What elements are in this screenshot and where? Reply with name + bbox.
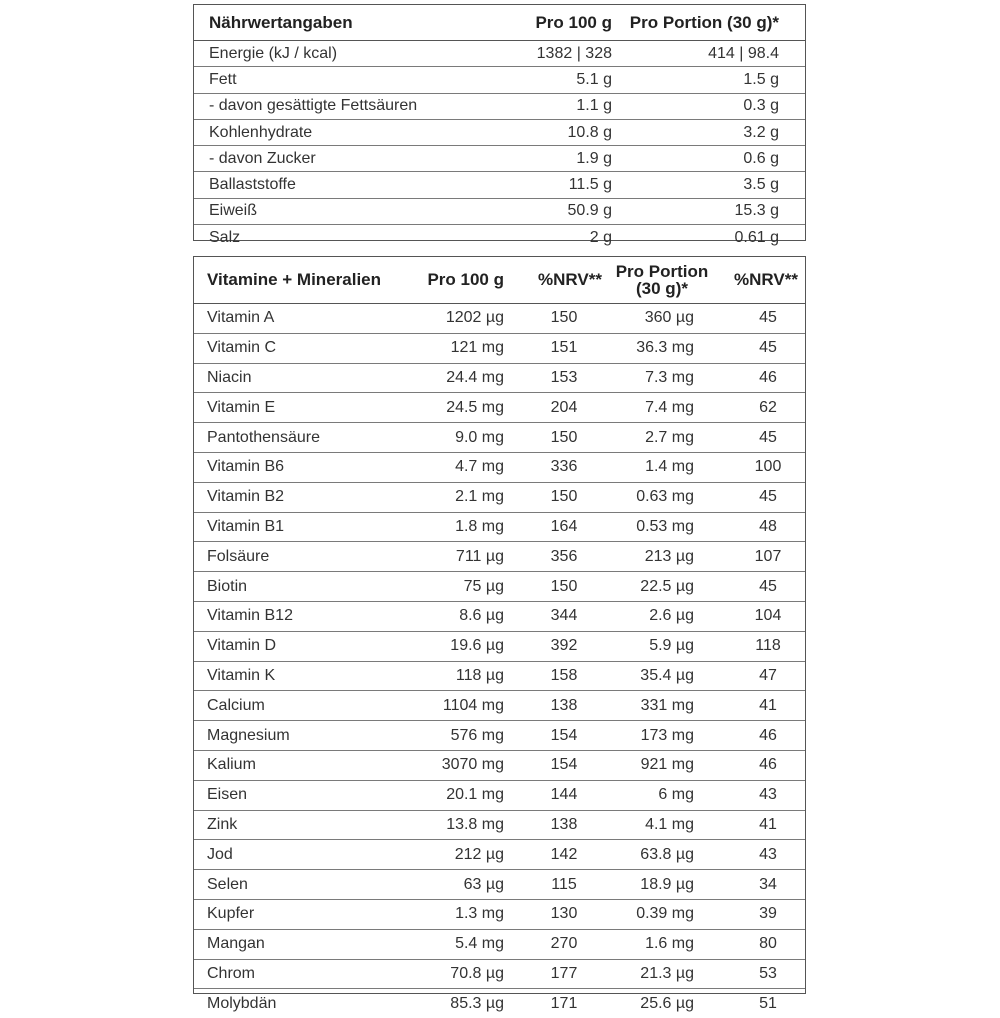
table-row: [194, 960, 805, 990]
vitamin-name: Folsäure: [207, 547, 270, 565]
value-per-100g: 121 mg: [450, 339, 504, 357]
nutrient-name: Ballaststoffe: [209, 176, 296, 194]
nrv-per-portion: 48: [759, 517, 777, 535]
nrv-per-100g: 204: [550, 398, 578, 416]
nrv-per-100g: 150: [550, 577, 578, 595]
table-row: [194, 393, 805, 423]
value-per-100g: 118 µg: [455, 666, 504, 684]
vitamin-name: Vitamin B6: [207, 458, 285, 476]
value-per-portion: 7.4 mg: [645, 398, 694, 416]
vitamin-name: Pantothensäure: [207, 428, 320, 446]
value-per-100g: 1.3 mg: [455, 905, 504, 923]
table-row: [194, 67, 805, 93]
nrv-per-portion: 47: [759, 666, 777, 684]
header-pro-portion: Pro Portion (30 g)*: [629, 12, 779, 32]
table-row: [194, 513, 805, 543]
table-row: [194, 542, 805, 572]
table-row: [194, 225, 805, 250]
vitamin-name: Kupfer: [207, 905, 255, 923]
value-per-portion: 7.3 mg: [645, 368, 694, 386]
nutrient-name: Fett: [209, 70, 237, 88]
nrv-per-100g: 336: [550, 458, 578, 476]
table-row: [194, 334, 805, 364]
value-per-100g: 20.1 mg: [446, 786, 504, 804]
value-per-portion: 25.6 µg: [640, 994, 694, 1012]
nrv-per-100g: 144: [550, 786, 578, 804]
table-row: [194, 900, 805, 930]
table-row: [194, 691, 805, 721]
nutrient-name: Kohlenhydrate: [209, 123, 313, 141]
naehrwert-header-row: [194, 5, 805, 41]
vitamin-name: Vitamin D: [207, 637, 277, 655]
value-per-portion: 0.39 mg: [636, 905, 694, 923]
vitamin-name: Molybdän: [207, 994, 277, 1012]
nrv-per-portion: 118: [755, 637, 781, 655]
value-per-portion: 0.6 g: [743, 149, 779, 167]
table-row: [194, 632, 805, 662]
nrv-per-portion: 34: [759, 875, 777, 893]
nrv-per-100g: 150: [550, 309, 578, 327]
value-per-portion: 0.3 g: [743, 97, 779, 115]
vitamin-name: Vitamin B1: [207, 517, 285, 535]
value-per-100g: 2 g: [589, 228, 612, 246]
table-row: [194, 120, 805, 146]
table-row: [194, 453, 805, 483]
nrv-per-100g: 164: [550, 517, 578, 535]
value-per-portion: 36.3 mg: [636, 339, 694, 357]
nrv-per-portion: 41: [759, 696, 777, 714]
header-nrv-portion: %NRV**: [734, 270, 798, 289]
value-per-portion: 22.5 µg: [640, 577, 694, 595]
value-per-100g: 1382 | 328: [536, 44, 612, 62]
value-per-100g: 70.8 µg: [450, 964, 504, 982]
nrv-per-100g: 153: [550, 368, 578, 386]
nrv-per-100g: 151: [550, 339, 578, 357]
nrv-per-100g: 158: [550, 666, 578, 684]
header-pro-portion-line2: (30 g)*: [636, 279, 688, 298]
table-row: [194, 781, 805, 811]
nrv-per-portion: 62: [759, 398, 777, 416]
nutrient-name: - davon gesättigte Fettsäuren: [209, 97, 418, 115]
naehrwert-table: [193, 4, 806, 246]
naehrwert-body: [194, 41, 805, 250]
value-per-portion: 1.6 mg: [645, 935, 694, 953]
vitamin-name: Eisen: [207, 786, 248, 804]
table-row: [194, 41, 805, 67]
value-per-portion: 4.1 mg: [645, 815, 694, 833]
table-row: [194, 146, 805, 172]
value-per-100g: 1.9 g: [576, 149, 612, 167]
value-per-100g: 75 µg: [463, 577, 504, 595]
value-per-100g: 13.8 mg: [446, 815, 504, 833]
nrv-per-portion: 46: [759, 368, 777, 386]
table-row: [194, 423, 805, 453]
nrv-per-portion: 46: [759, 756, 777, 774]
vitamin-name: Jod: [207, 845, 233, 863]
nrv-per-100g: 154: [550, 756, 578, 774]
value-per-100g: 24.5 mg: [446, 398, 504, 416]
value-per-100g: 4.7 mg: [455, 458, 504, 476]
value-per-100g: 3070 mg: [441, 756, 504, 774]
vitamin-name: Vitamin B2: [207, 488, 285, 506]
nrv-per-100g: 344: [550, 607, 578, 625]
nrv-per-portion: 45: [759, 339, 777, 357]
table-row: [194, 840, 805, 870]
value-per-100g: 1104 mg: [442, 696, 504, 714]
vitamin-header-row: [194, 257, 805, 304]
value-per-100g: 5.4 mg: [455, 935, 504, 953]
value-per-portion: 21.3 µg: [640, 964, 694, 982]
table-row: [194, 751, 805, 781]
value-per-portion: 1.5 g: [743, 70, 779, 88]
value-per-portion: 15.3 g: [734, 202, 779, 220]
value-per-portion: 921 mg: [640, 756, 694, 774]
vitamin-name: Biotin: [207, 577, 248, 595]
table-row: [194, 483, 805, 513]
vitamin-name: Magnesium: [207, 726, 290, 744]
nrv-per-portion: 45: [759, 428, 777, 446]
value-per-portion: 2.7 mg: [645, 428, 694, 446]
nrv-per-100g: 150: [550, 428, 578, 446]
value-per-100g: 63 µg: [463, 875, 504, 893]
value-per-100g: 85.3 µg: [450, 994, 504, 1012]
header-pro-100g: Pro 100 g: [427, 270, 504, 289]
vitamin-name: Vitamin A: [207, 309, 275, 327]
value-per-portion: 63.8 µg: [640, 845, 694, 863]
nrv-per-portion: 45: [759, 488, 777, 506]
vitamin-name: Selen: [207, 875, 248, 893]
table-row: [194, 662, 805, 692]
value-per-100g: 19.6 µg: [450, 637, 504, 655]
value-per-portion: 2.6 µg: [649, 607, 694, 625]
vitamin-name: Kalium: [207, 756, 256, 774]
vitamin-name: Calcium: [207, 696, 265, 714]
nrv-per-portion: 46: [759, 726, 777, 744]
value-per-100g: 1.8 mg: [455, 517, 504, 535]
vitamin-name: Chrom: [207, 964, 256, 982]
value-per-portion: 1.4 mg: [645, 458, 694, 476]
value-per-100g: 50.9 g: [567, 202, 612, 220]
nutrient-name: Salz: [209, 228, 241, 246]
nrv-per-100g: 150: [550, 488, 578, 506]
vitamin-name: Vitamin C: [207, 339, 277, 357]
value-per-100g: 1.1 g: [576, 97, 612, 115]
vitamin-name: Niacin: [207, 368, 252, 386]
value-per-portion: 213 µg: [644, 547, 694, 565]
value-per-portion: 360 µg: [644, 309, 694, 327]
nrv-per-100g: 138: [550, 815, 578, 833]
table-row: [194, 721, 805, 751]
nrv-per-100g: 171: [550, 994, 578, 1012]
value-per-portion: 6 mg: [658, 786, 694, 804]
table-row: [194, 870, 805, 900]
nrv-per-100g: 177: [550, 964, 578, 982]
nrv-per-100g: 142: [550, 845, 578, 863]
table-row: [194, 172, 805, 198]
value-per-portion: 5.9 µg: [649, 637, 694, 655]
value-per-100g: 576 mg: [450, 726, 504, 744]
value-per-portion: 35.4 µg: [640, 666, 694, 684]
nrv-per-portion: 80: [759, 935, 777, 953]
nrv-per-100g: 130: [550, 905, 578, 923]
header-pro-portion-line1: Pro Portion: [615, 262, 709, 281]
vitamin-name: Vitamin E: [207, 398, 276, 416]
vitamin-name: Zink: [207, 815, 238, 833]
nrv-per-100g: 138: [550, 696, 578, 714]
table-row: [194, 989, 805, 1018]
nrv-per-portion: 53: [759, 964, 777, 982]
nrv-per-portion: 107: [754, 547, 782, 565]
header-nrv-100g: %NRV**: [538, 270, 602, 289]
value-per-portion: 3.2 g: [743, 123, 779, 141]
table-row: [194, 304, 805, 334]
nrv-per-portion: 41: [759, 815, 777, 833]
value-per-portion: 331 mg: [640, 696, 694, 714]
header-vitamine-mineralien: Vitamine + Mineralien: [207, 270, 382, 289]
value-per-100g: 11.5 g: [568, 176, 612, 194]
table-row: [194, 364, 805, 394]
value-per-portion: 414 | 98.4: [708, 44, 779, 62]
table-row: [194, 572, 805, 602]
table-row: [194, 602, 805, 632]
value-per-100g: 8.6 µg: [459, 607, 504, 625]
nrv-per-100g: 270: [550, 935, 578, 953]
value-per-portion: 173 mg: [640, 726, 694, 744]
value-per-portion: 3.5 g: [743, 176, 779, 194]
value-per-portion: 0.61 g: [734, 228, 779, 246]
table-row: [194, 930, 805, 960]
nrv-per-portion: 100: [754, 458, 782, 476]
nrv-per-100g: 392: [550, 637, 578, 655]
nrv-per-portion: 51: [759, 994, 777, 1012]
nrv-per-100g: 356: [550, 547, 578, 565]
nrv-per-portion: 45: [759, 309, 777, 327]
vitamin-name: Vitamin K: [207, 666, 276, 684]
nrv-per-portion: 45: [759, 577, 777, 595]
nrv-per-100g: 115: [551, 875, 577, 893]
nutrient-name: - davon Zucker: [209, 149, 316, 167]
vitamin-name: Mangan: [207, 935, 265, 953]
nrv-per-portion: 39: [759, 905, 777, 923]
vitamin-body: [194, 304, 805, 1018]
value-per-100g: 5.1 g: [576, 70, 612, 88]
nrv-per-portion: 104: [754, 607, 782, 625]
header-pro-100g: Pro 100 g: [535, 12, 612, 32]
table-row: [194, 94, 805, 120]
value-per-100g: 1202 µg: [445, 309, 504, 327]
nutrient-name: Energie (kJ / kcal): [209, 44, 338, 62]
nrv-per-portion: 43: [759, 786, 777, 804]
value-per-portion: 0.53 mg: [636, 517, 694, 535]
nutrient-name: Eiweiß: [209, 202, 258, 220]
header-naehrwertangaben: Nährwertangaben: [209, 12, 353, 32]
vitamin-name: Vitamin B12: [207, 607, 293, 625]
table-row: [194, 199, 805, 225]
nrv-per-portion: 43: [759, 845, 777, 863]
value-per-100g: 2.1 mg: [455, 488, 504, 506]
value-per-portion: 18.9 µg: [640, 875, 694, 893]
value-per-100g: 9.0 mg: [455, 428, 504, 446]
value-per-100g: 10.8 g: [567, 123, 612, 141]
value-per-portion: 0.63 mg: [636, 488, 694, 506]
value-per-100g: 24.4 mg: [446, 368, 504, 386]
table-row: [194, 811, 805, 841]
value-per-100g: 711 µg: [455, 547, 504, 565]
vitamin-table: [193, 256, 806, 1012]
header-pro-portion: [612, 257, 712, 303]
nrv-per-100g: 154: [550, 726, 578, 744]
value-per-100g: 212 µg: [454, 845, 504, 863]
